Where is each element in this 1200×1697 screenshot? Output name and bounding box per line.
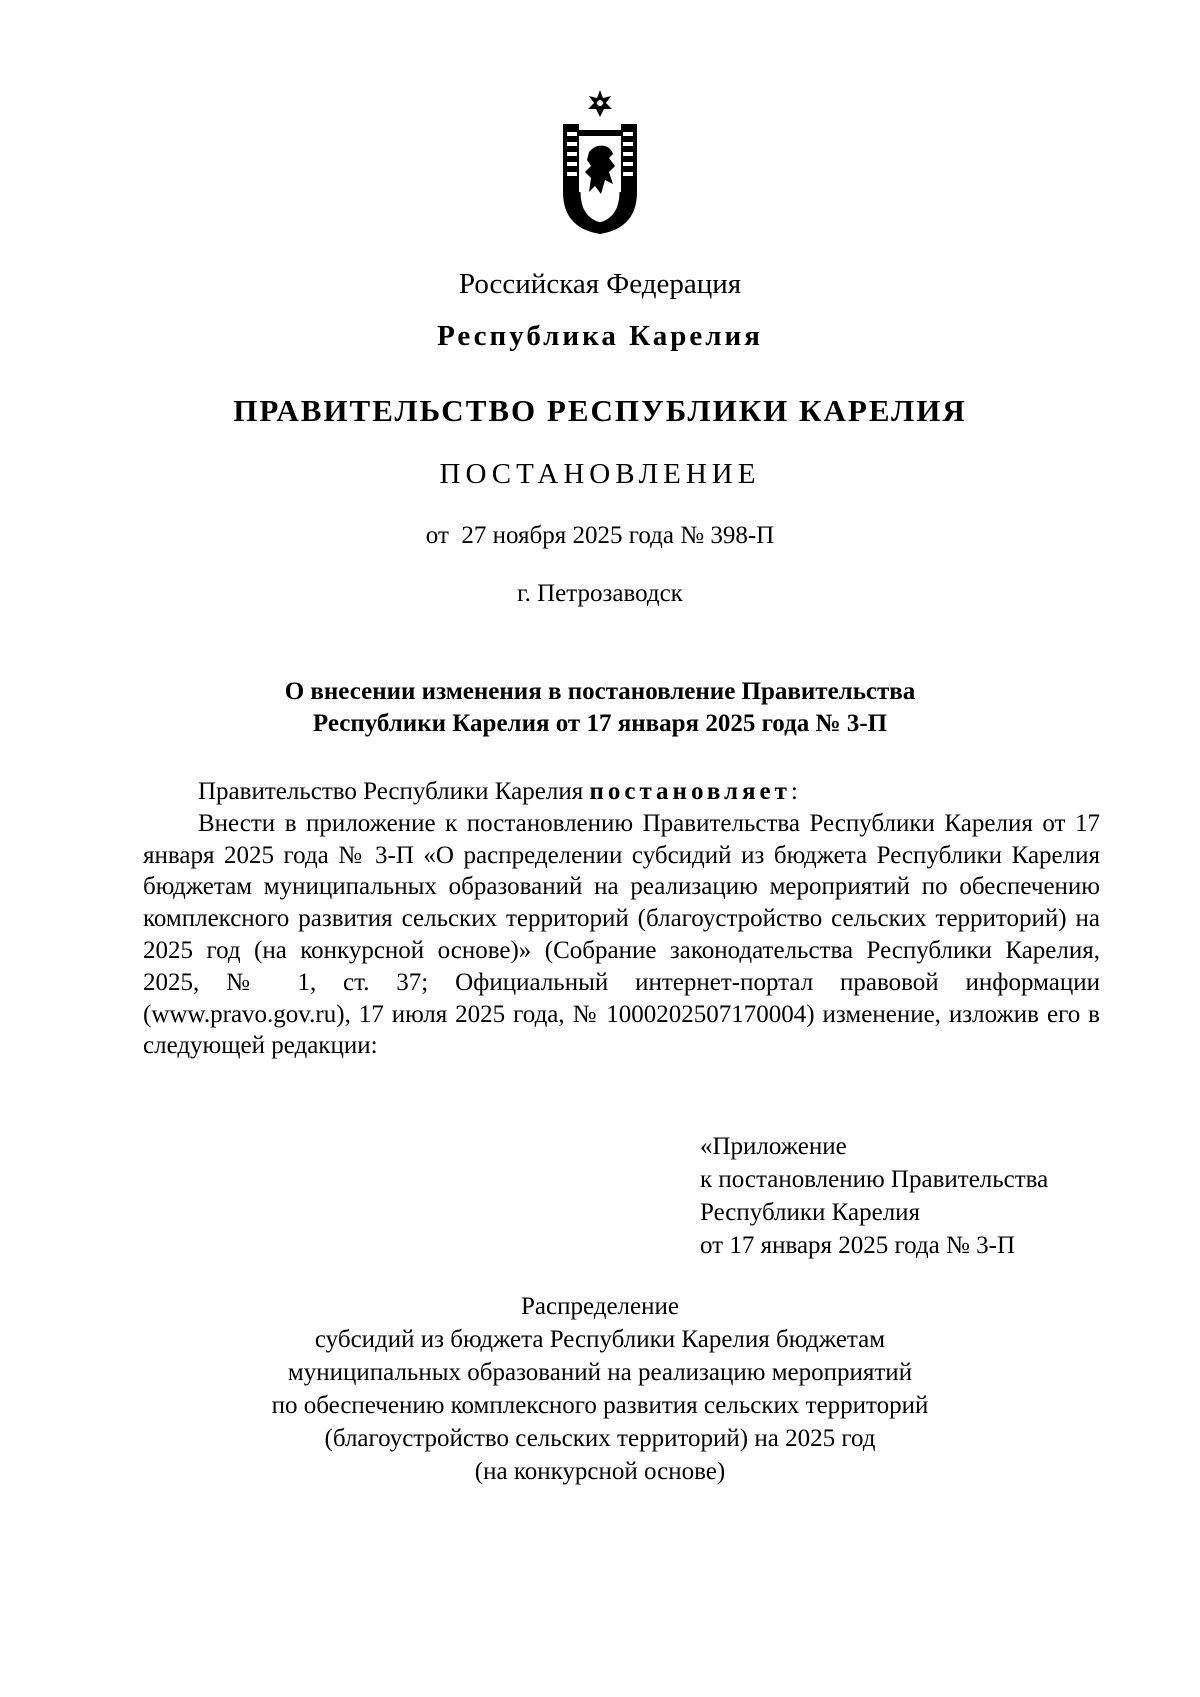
distribution-line: Распределение [521,1293,679,1320]
appendix-header [700,1130,1048,1262]
document-title-line: О внесении изменения в постановление Правительства [284,678,916,705]
preamble-end: : [790,778,798,805]
appendix-line: «Приложение [700,1133,847,1160]
document-type: ПОСТАНОВЛЕНИЕ [439,458,761,490]
document-city: г. Петрозаводск [517,580,683,607]
country-name: Российская Федерация [458,268,742,300]
distribution-line: субсидий из бюджета Республики Карелия бюджетам [314,1326,886,1353]
appendix-line: от 17 января 2025 года № 3-П [700,1232,1016,1259]
distribution-title [0,1290,1200,1488]
appendix-line: Республики Карелия [700,1199,921,1226]
distribution-line: по обеспечению комплексного развития сельских территорий [271,1392,929,1419]
document-title [0,676,1200,740]
distribution-line: (благоустройство сельских территорий) на 2025 год [324,1425,876,1452]
distribution-line: муниципальных образований на реализацию мероприятий [287,1359,913,1386]
government-name: ПРАВИТЕЛЬСТВО РЕСПУБЛИКИ КАРЕЛИЯ [233,393,967,428]
preamble [143,776,1100,808]
karelia-coat-of-arms-icon [555,88,645,236]
distribution-line: (на конкурсной основе) [474,1458,726,1485]
document-body [143,776,1100,1062]
republic-name: Республика Карелия [437,320,763,352]
body-paragraph: Внести в приложение к постановлению Правительства Республики Карелия от 17 января 2025 года № 3-П «О распределении субсидий из бюджета Республики Карелия бюджетам муниципальных образований на реализацию мероприятий по обеспечению комплексного развития сельских территорий (благоустройство сельских территорий) на 2025 год (на конкурсной основе)» (Собрание законодательства Республики Карелия, 2025, № 1, ст. 37; Официальный интернет-портал правовой информации (www.pravo.gov.ru), 17 июля 2025 года, № 1000202507170004) изменение, изложив его в следующей редакции: [143,809,1100,1060]
preamble-verb: постановляет [589,778,791,805]
preamble-start: Правительство Республики Карелия [198,778,590,805]
document-date-number: от 27 ноября 2025 года № 398-П [425,522,775,549]
appendix-line: к постановлению Правительства [700,1166,1049,1193]
document-title-line: Республики Карелия от 17 января 2025 года № 3-П [312,710,888,737]
